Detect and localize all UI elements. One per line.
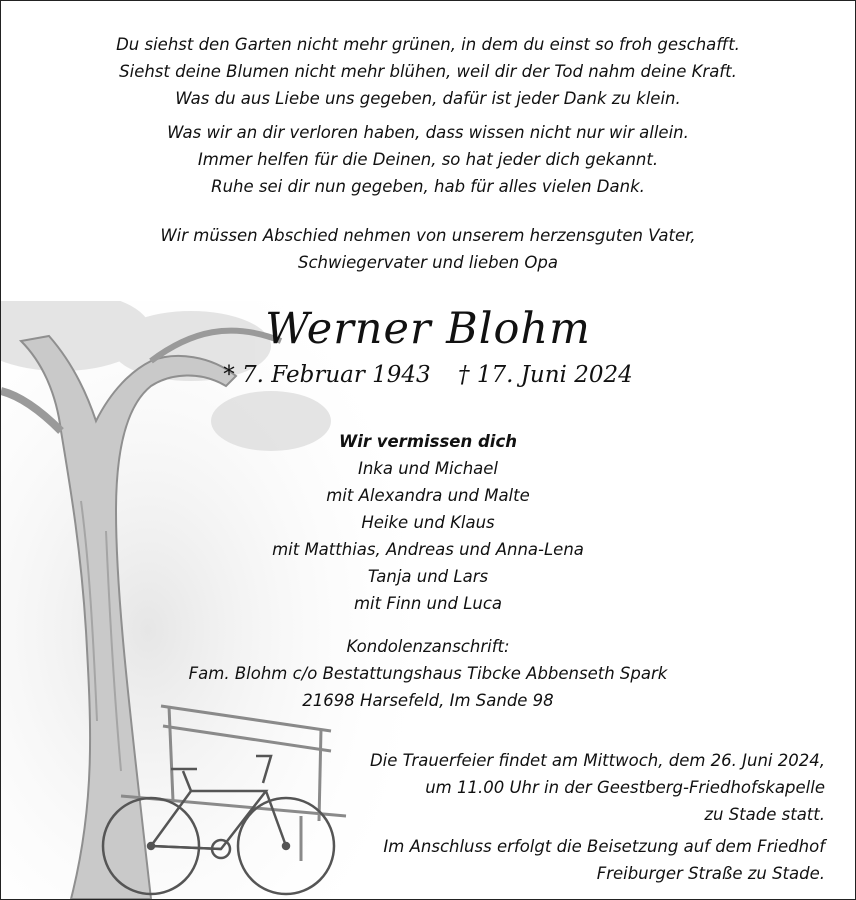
intro-line: Wir müssen Abschied nehmen von unserem herzensguten Vater, xyxy=(160,226,696,245)
service-line: um 11.00 Uhr in der Geestberg-Friedhofskapelle xyxy=(425,778,825,797)
poem-line: Du siehst den Garten nicht mehr grünen, in dem du einst so froh geschafft. xyxy=(116,35,740,54)
mourner-line: mit Alexandra und Malte xyxy=(326,486,530,505)
mourners-heading: Wir vermissen dich xyxy=(339,432,517,451)
mourner-line: Inka und Michael xyxy=(357,459,499,478)
condolence-label: Kondolenzanschrift: xyxy=(346,637,510,656)
poem-line: Was du aus Liebe uns gegeben, dafür ist jeder Dank zu klein. xyxy=(175,89,681,108)
deceased-name: Werner Blohm xyxy=(265,304,591,354)
mourner-line: mit Matthias, Andreas und Anna-Lena xyxy=(272,540,584,559)
service-line: Die Trauerfeier findet am Mittwoch, dem 26. Juni 2024, xyxy=(369,751,825,770)
burial-line: Freiburger Straße zu Stade. xyxy=(596,864,825,883)
intro-line: Schwiegervater und lieben Opa xyxy=(297,253,559,272)
mourner-line: Heike und Klaus xyxy=(361,513,495,532)
life-dates xyxy=(1,357,855,393)
poem-line: Siehst deine Blumen nicht mehr blühen, weil dir der Tod nahm deine Kraft. xyxy=(119,62,737,81)
poem-line: Immer helfen für die Deinen, so hat jeder dich gekannt. xyxy=(197,150,659,169)
birth-date: * 7. Februar 1943 xyxy=(223,362,431,388)
mourner-line: mit Finn und Luca xyxy=(353,594,503,613)
service-line: zu Stade statt. xyxy=(704,805,825,824)
poem-line: Was wir an dir verloren haben, dass wissen nicht nur wir allein. xyxy=(167,123,689,142)
mourner-line: Tanja und Lars xyxy=(367,567,489,586)
poem-line: Ruhe sei dir nun gegeben, hab für alles vielen Dank. xyxy=(211,177,645,196)
condolence-address-line: 21698 Harsefeld, Im Sande 98 xyxy=(302,691,554,710)
condolence-address-line: Fam. Blohm c/o Bestattungshaus Tibcke Abbenseth Spark xyxy=(188,664,668,683)
death-date: † 17. Juni 2024 xyxy=(458,362,633,388)
burial-line: Im Anschluss erfolgt die Beisetzung auf dem Friedhof xyxy=(383,837,825,856)
